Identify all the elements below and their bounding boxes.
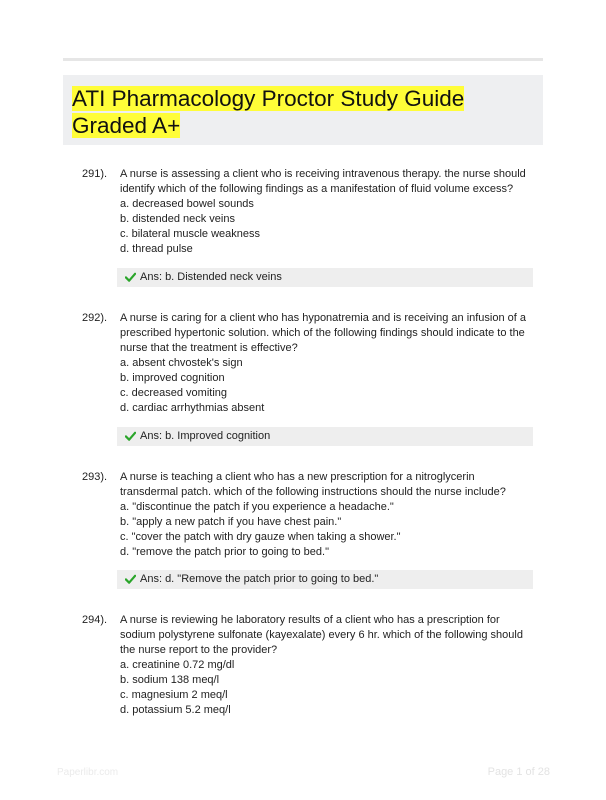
answer-option: c. decreased vomiting [120, 387, 227, 399]
answer-callout [117, 268, 533, 287]
answer-option: c. magnesium 2 meq/l [120, 689, 228, 701]
answer-option: a. creatinine 0.72 mg/dl [120, 659, 235, 671]
page-indicator: Page 1 of 28 [487, 766, 550, 778]
footer-watermark: Paperlibr.com [57, 767, 119, 778]
answer-option: d. thread pulse [120, 243, 193, 255]
page-title [72, 85, 532, 139]
answer-option: d. "remove the patch prior to going to bed." [120, 546, 329, 558]
answer-option: b. "apply a new patch if you have chest pain." [120, 516, 342, 528]
question-text: A nurse is reviewing he laboratory results of a client who has a prescription for sodium polystyrene sulfonate (kayexalate) every 6 hr. which of the following should the nurse report to the provider? [120, 614, 523, 656]
question-text: A nurse is assessing a client who is receiving intravenous therapy. the nurse should identify which of the following findings as a manifestation of fluid volume excess? [120, 168, 526, 195]
question-body [120, 613, 532, 718]
question-number: 294). [82, 614, 108, 626]
answer-option: a. "discontinue the patch if you experience a headache." [120, 501, 394, 513]
top-divider [63, 58, 543, 61]
question-number: 293). [82, 471, 108, 483]
answer-option: b. distended neck veins [120, 213, 235, 225]
question-body [120, 311, 532, 416]
answer-option: d. potassium 5.2 meq/l [120, 704, 231, 716]
answer-option: a. absent chvostek's sign [120, 357, 243, 369]
question-number: 292). [82, 312, 108, 324]
answer-option: c. "cover the patch with dry gauze when taking a shower." [120, 531, 401, 543]
answer-text: Ans: b. Distended neck veins [140, 271, 282, 283]
answer-option: b. improved cognition [120, 372, 225, 384]
question-text: A nurse is teaching a client who has a new prescription for a nitroglycerin transdermal patch. which of the following instructions should the nurse include? [120, 471, 506, 498]
answer-option: d. cardiac arrhythmias absent [120, 402, 265, 414]
check-icon [125, 430, 136, 442]
answer-callout [117, 570, 533, 589]
answer-option: a. decreased bowel sounds [120, 198, 254, 210]
check-icon [125, 271, 136, 283]
answer-option: c. bilateral muscle weakness [120, 228, 261, 240]
question-body [120, 167, 532, 257]
answer-option: b. sodium 138 meq/l [120, 674, 220, 686]
answer-callout [117, 427, 533, 446]
answer-text: Ans: b. Improved cognition [140, 430, 271, 442]
answer-text: Ans: d. "Remove the patch prior to going to bed." [140, 573, 379, 585]
question-body [120, 470, 532, 560]
title-highlight: ATI Pharmacology Proctor Study Guide Graded A+ [72, 86, 465, 138]
check-icon [125, 573, 136, 585]
question-number: 291). [82, 168, 108, 180]
question-text: A nurse is caring for a client who has hyponatremia and is receiving an infusion of a prescribed hypertonic solution. which of the following findings should indicate to the nurse that the treatment is effective? [120, 312, 527, 354]
